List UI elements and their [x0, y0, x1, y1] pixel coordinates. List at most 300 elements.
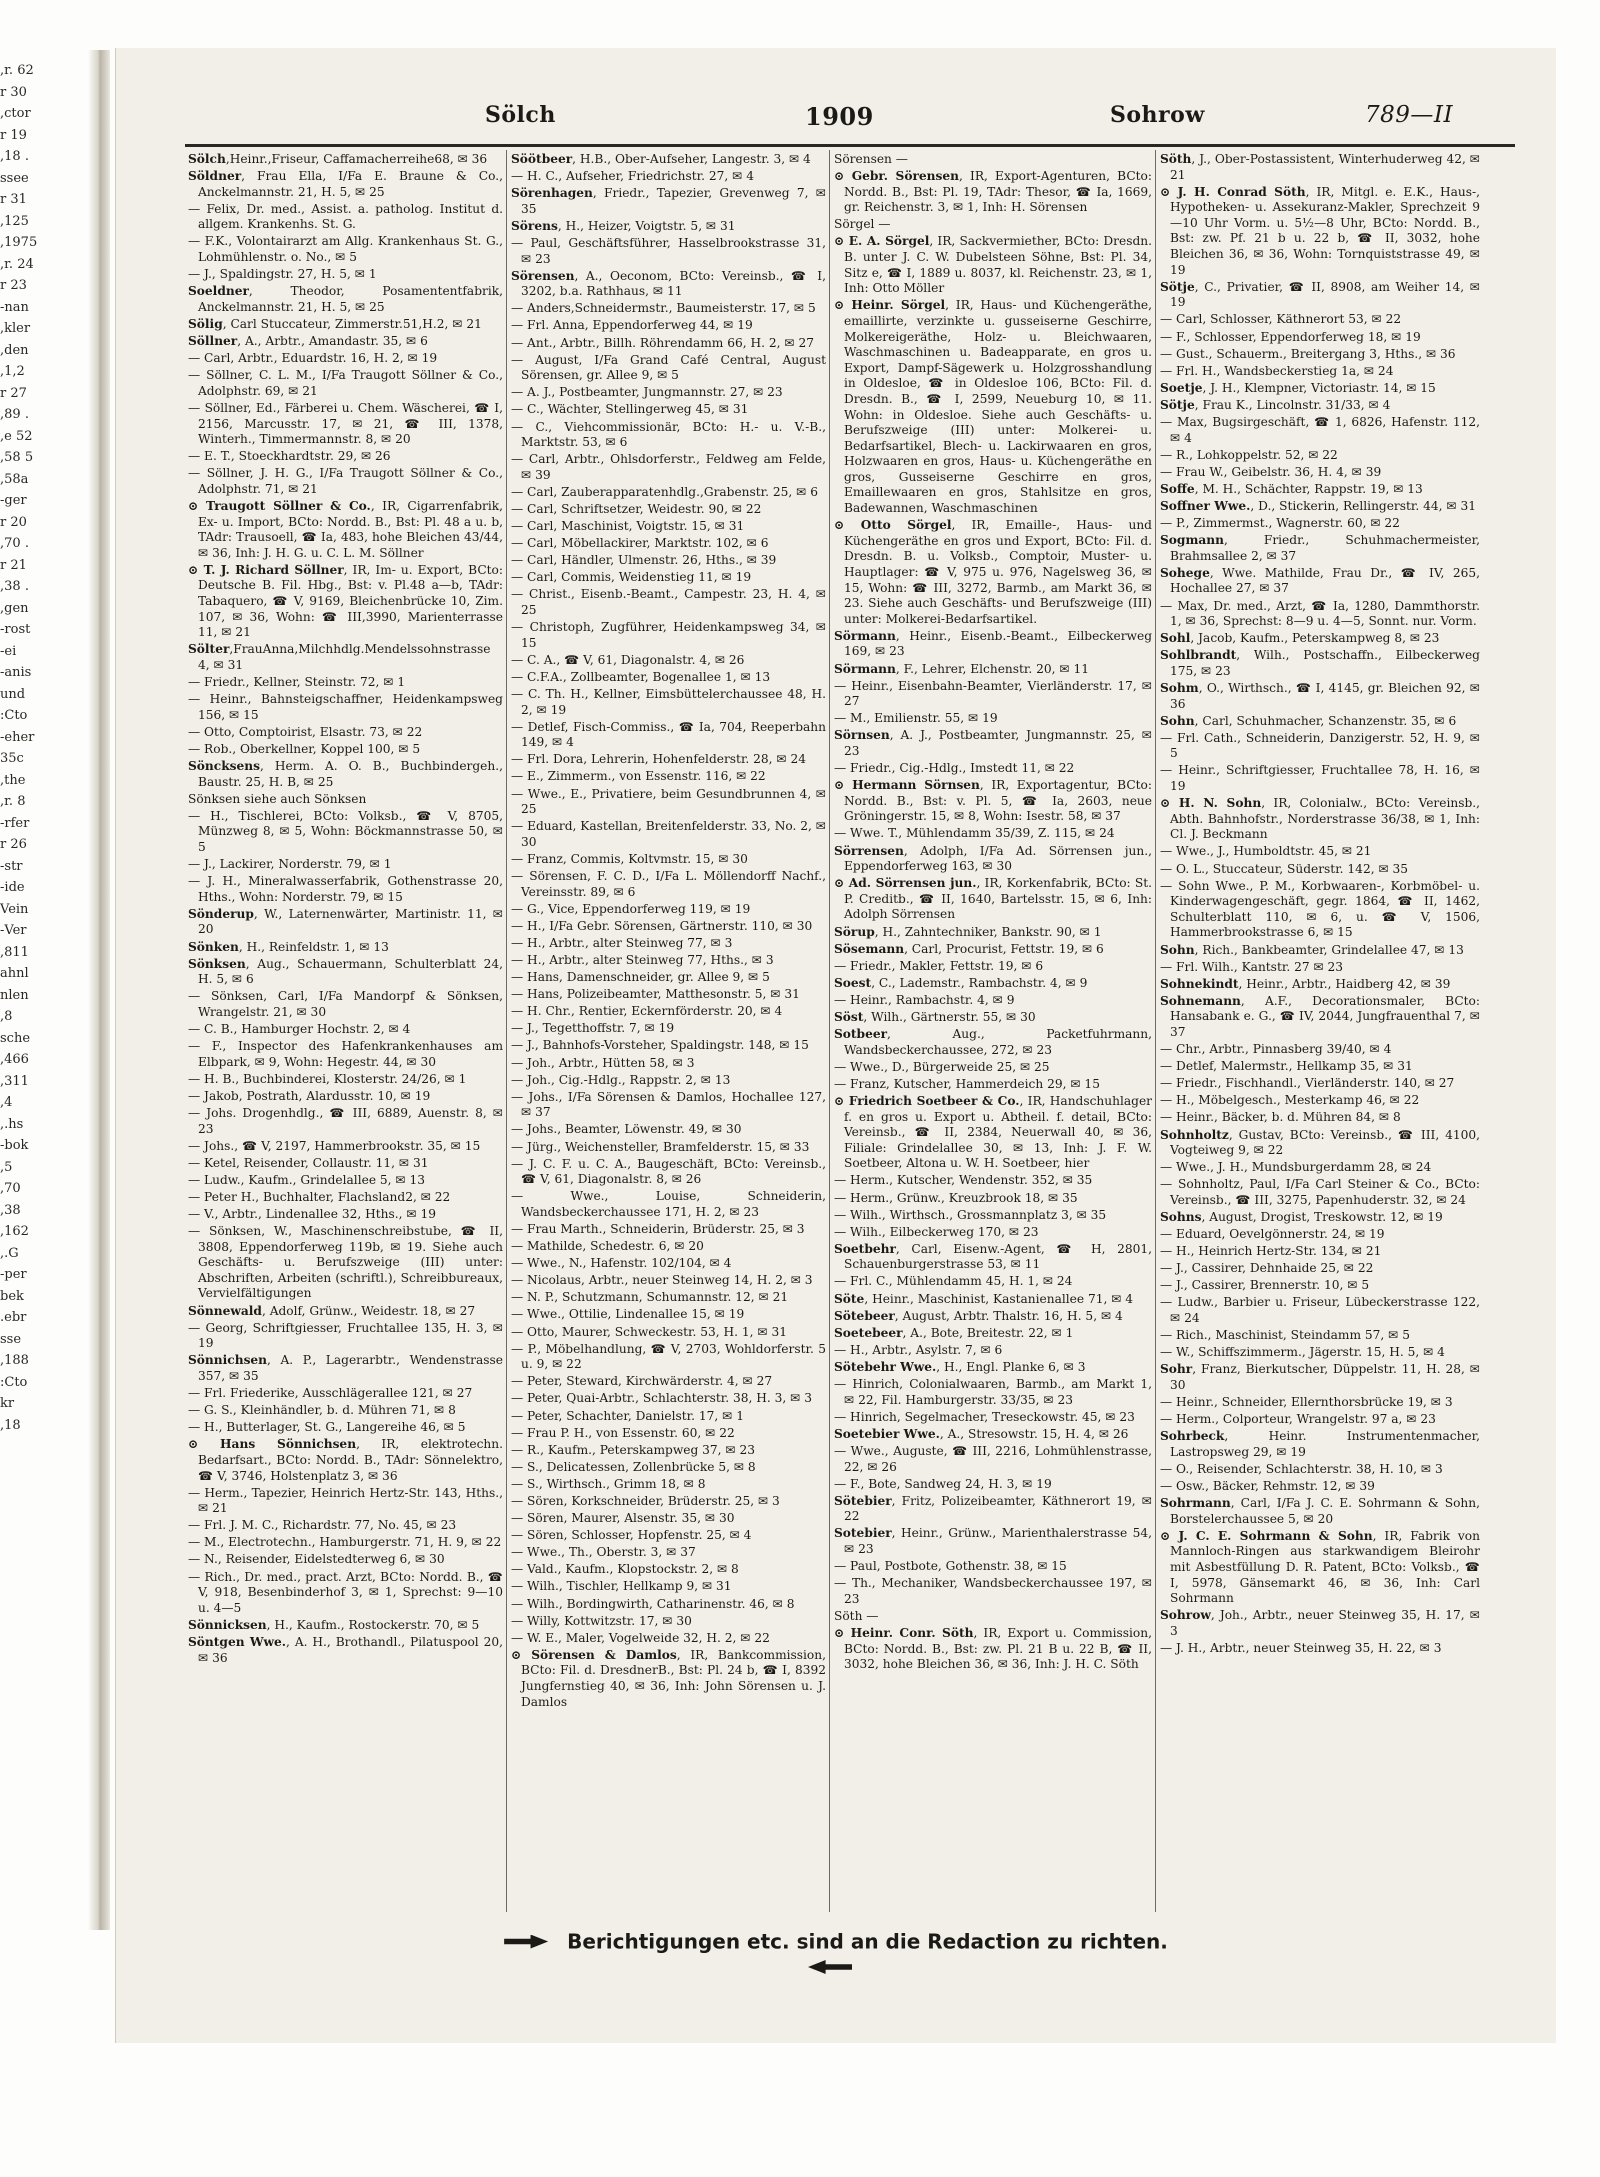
- directory-entry: — C. Th. H., Kellner, Eimsbüttelerchaussee 48, H. 2, ✉ 19: [511, 687, 826, 717]
- edge-fragment: str-: [0, 858, 23, 874]
- edge-fragment: 38,: [0, 1202, 21, 1218]
- directory-entry: — Wilh., Bordingwirth, Catharinenstr. 46, ✉ 8: [511, 1596, 795, 1611]
- directory-entry: Sörnsen, A. J., Postbeamter, Jungmannstr. 25, ✉ 23: [834, 728, 1152, 758]
- directory-entry: — Heinr., Bäcker, b. d. Mühren 84, ✉ 8: [1160, 1110, 1401, 1125]
- directory-entry: — Sohnholtz, Paul, I/Fa Carl Steiner & Co., BCto: Vereinsb., ☎ III, 3275, Papenhuderstr. 32, ✉ 24: [1160, 1177, 1480, 1207]
- edge-fragment: . 89,: [0, 407, 29, 422]
- directory-entry: — Frl. H., Wandsbeckerstieg 1a, ✉ 24: [1160, 363, 1394, 378]
- directory-entry: — Carl, Schlosser, Käthnerort 53, ✉ 22: [1160, 312, 1402, 327]
- directory-entry: Sohm, O., Wirthsch., ☎ I, 4145, gr. Bleichen 92, ✉ 36: [1160, 681, 1480, 711]
- edge-fragment: bek: [0, 1288, 24, 1304]
- directory-entry: — Anders,Schneidermstr., Baumeisterstr. 17, ✉ 5: [511, 301, 816, 316]
- header-last-name: Sohrow: [1110, 102, 1205, 128]
- book-gutter: [88, 50, 110, 1930]
- header-year: 1909: [805, 102, 874, 131]
- directory-entry: — Vald., Kaufm., Klopstockstr. 2, ✉ 8: [511, 1562, 739, 1577]
- directory-entry: Sönnichsen, A. P., Lagerarbtr., Wendenstrasse 357, ✉ 35: [188, 1353, 503, 1383]
- directory-entry: Sötje, Frau K., Lincolnstr. 31/33, ✉ 4: [1160, 397, 1391, 412]
- edge-fragment: Cto:: [0, 1374, 28, 1390]
- directory-entry: — Franz, Kutscher, Hammerdeich 29, ✉ 15: [834, 1076, 1100, 1091]
- directory-column-2: [511, 152, 826, 1912]
- directory-entry: Sotebier, Heinr., Grünw., Marienthalerstrasse 54, ✉ 23: [834, 1526, 1152, 1556]
- directory-entry: Sohrow, Joh., Arbtr., neuer Steinweg 35, H. 17, ✉ 3: [1160, 1608, 1480, 1638]
- directory-entry: — H. B., Buchbinderei, Klosterstr. 24/26, ✉ 1: [188, 1071, 467, 1086]
- directory-entry: — Carl, Zauberapparatenhdlg.,Grabenstr. 25, ✉ 6: [511, 484, 819, 499]
- directory-entry: — Wwe. T., Mühlendamm 35/39, Z. 115, ✉ 24: [834, 826, 1115, 841]
- directory-entry: — J., Cassirer, Brennerstr. 10, ✉ 5: [1160, 1278, 1370, 1293]
- directory-entry: Sötebehr Wwe., H., Engl. Planke 6, ✉ 3: [834, 1359, 1086, 1374]
- directory-entry: Sohlbrandt, Wilh., Postschaffn., Eilbeckerweg 175, ✉ 23: [1160, 648, 1480, 678]
- directory-entry: Sörup, H., Zahntechniker, Bankstr. 90, ✉ 1: [834, 924, 1102, 939]
- edge-fragment: r 31: [0, 192, 27, 207]
- directory-entry: — Franz, Commis, Koltvmstr. 15, ✉ 30: [511, 851, 748, 866]
- directory-entry: — Friedr., Cig.-Hdlg., Imstedt 11, ✉ 22: [834, 761, 1075, 776]
- directory-entry: — Carl, Arbtr., Ohlsdorferstr., Feldweg am Felde, ✉ 39: [511, 452, 826, 482]
- edge-fragment: Ver-: [0, 923, 27, 938]
- edge-fragment: . 18,: [0, 149, 29, 164]
- directory-entry: — J., Tegetthoffstr. 7, ✉ 19: [511, 1021, 675, 1036]
- edge-fragment: r 23: [0, 278, 27, 293]
- edge-fragment: r 19: [0, 127, 27, 143]
- directory-entry: — Frl. Wilh., Kantstr. 27 ✉ 23: [1160, 959, 1344, 974]
- directory-entry: — Hinrich, Colonialwaaren, Barmb., am Markt 1, ✉ 22, Fil. Hamburgerstr. 33/35, ✉ 23: [834, 1377, 1152, 1407]
- directory-entry: — S., Wirthsch., Grimm 18, ✉ 8: [511, 1476, 706, 1491]
- directory-entry: — Joh., Arbtr., Hütten 58, ✉ 3: [511, 1055, 695, 1070]
- edge-fragment: sche: [0, 1030, 31, 1046]
- directory-entry: — O., Reisender, Schlachterstr. 38, H. 10, ✉ 3: [1160, 1461, 1443, 1476]
- directory-entry: — August, I/Fa Grand Café Central, August Sörensen, gr. Allee 9, ✉ 5: [511, 352, 826, 383]
- directory-entry: — C. B., Hamburger Hochstr. 2, ✉ 4: [188, 1021, 411, 1036]
- directory-entry: — F., Schlosser, Eppendorferweg 18, ✉ 19: [1160, 329, 1421, 344]
- directory-entry: Sohege, Wwe. Mathilde, Frau Dr., ☎ IV, 265, Hochallee 27, ✉ 37: [1160, 565, 1480, 596]
- directory-entry: ⊙ J. H. Conrad Söth, IR, Mitgl. e. E.K., Haus-, Hypotheken- u. Assekuranz-Makler, Sprechzeit 9—10 Uhr Vorm. u. 5½—8 Uhr, BCto: Nordd. B., Bst: zw. Pf. 21 b u. 22 b, ☎ II, 3032, hohe Bleichen 36, ✉ 36, Wohn: Tornquiststrasse 49, ✉ 19: [1160, 184, 1480, 277]
- directory-entry: — Wwe., Auguste, ☎ III, 2216, Lohmühlenstrasse, 22, ✉ 26: [834, 1443, 1152, 1474]
- directory-entry: Söllner, A., Arbtr., Amandastr. 35, ✉ 6: [188, 334, 428, 349]
- directory-entry: Sölig, Carl Stuccateur, Zimmerstr.51,H.2, ✉ 21: [188, 316, 482, 331]
- directory-entry: Sölter,FrauAnna,Milchhdlg.Mendelssohnstrasse 4, ✉ 31: [188, 642, 491, 672]
- edge-fragment: sse: [0, 1331, 22, 1347]
- edge-fragment: ctor,: [0, 106, 31, 121]
- directory-entry: Sohn, Rich., Bankbeamter, Grindelallee 47, ✉ 13: [1160, 942, 1464, 957]
- directory-entry: Sörensen, A., Oeconom, BCto: Vereinsb., ☎ I, 3202, b.a. Rathhaus, ✉ 11: [511, 268, 826, 299]
- directory-entry: — H. Chr., Rentier, Eckernförderstr. 20, ✉ 4: [511, 1004, 783, 1019]
- directory-entry: — Chr., Arbtr., Pinnasberg 39/40, ✉ 4: [1160, 1042, 1392, 1057]
- page-header: [185, 96, 1515, 136]
- directory-entry: Sölch,Heinr.,Friseur, Caffamacherreihe68, ✉ 36: [188, 152, 488, 166]
- pointing-hand-icon: [808, 1960, 852, 1974]
- directory-entry: ⊙ H. N. Sohn, IR, Colonialw., BCto: Vereinsb., Abth. Bahnhofstr., Norderstrasse 36/38, ✉ 1, Inh: Cl. J. Beckmann: [1160, 796, 1480, 842]
- edge-fragment: e 52,: [0, 428, 33, 444]
- directory-entry: — P., Zimmermst., Wagnerstr. 60, ✉ 22: [1160, 516, 1400, 531]
- directory-entry: — M., Electrotechn., Hamburgerstr. 71, H. 9, ✉ 22: [188, 1535, 502, 1550]
- directory-entry: Soetebeer, A., Bote, Breitestr. 22, ✉ 1: [834, 1325, 1074, 1340]
- directory-entry: Sohr, Franz, Bierkutscher, Düppelstr. 11, H. 28, ✉ 30: [1160, 1362, 1480, 1392]
- directory-entry: Sohrbeck, Heinr. Instrumentenmacher, Lastropsweg 29, ✉ 19: [1160, 1429, 1480, 1459]
- edge-fragment: r. 62,: [0, 63, 34, 78]
- directory-entry: — Herm., Kutscher, Wendenstr. 352, ✉ 35: [834, 1173, 1093, 1188]
- directory-entry: Söst, Wilh., Gärtnerstr. 55, ✉ 30: [834, 1009, 1036, 1024]
- directory-entry: — Wwe., D., Bürgerweide 25, ✉ 25: [834, 1059, 1050, 1074]
- edge-fragment: ahnl: [0, 966, 29, 981]
- directory-entry: — Otto, Comptoirist, Elsastr. 73, ✉ 22: [188, 724, 423, 739]
- directory-entry: Soffner Wwe., D., Stickerin, Rellingerstr. 44, ✉ 31: [1160, 498, 1476, 513]
- directory-entry: ⊙ E. A. Sörgel, IR, Sackvermiether, BCto: Dresdn. B. unter J. C. W. Dubelsteen Söhne, Bst: Pl. 34, Sitz e, ☎ I, 1889 u. 8037, kl. Reichenstr. 23, ✉ 1, Inh: Otto Möller: [834, 234, 1152, 296]
- edge-fragment: Vein: [0, 901, 29, 917]
- edge-fragment: Cto:: [0, 708, 28, 723]
- directory-entry: Soffe, M. H., Schächter, Rappstr. 19, ✉ 13: [1160, 481, 1423, 496]
- directory-entry: — H., Arbtr., Asylstr. 7, ✉ 6: [834, 1342, 1003, 1357]
- directory-entry: — Friedr., Makler, Fettstr. 19, ✉ 6: [834, 958, 1044, 973]
- directory-entry: — H. C., Aufseher, Friedrichstr. 27, ✉ 4: [511, 169, 754, 184]
- directory-entry: — Söllner, Ed., Färberei u. Chem. Wäscherei, ☎ I, 2156, Marcusstr. 17, ✉ 21, ☎ III, 1378, Winterh., Timmermannstr. 8, ✉ 20: [188, 400, 503, 447]
- directory-entry: — M., Emilienstr. 55, ✉ 19: [834, 711, 998, 726]
- edge-fragment: 8,: [0, 1009, 13, 1024]
- directory-entry: Sönksen, Aug., Schauermann, Schulterblatt 24, H. 5, ✉ 6: [188, 956, 503, 987]
- header-rule: [185, 144, 1515, 147]
- directory-entry: ⊙ Gebr. Sörensen, IR, Export-Agenturen, BCto: Nordd. B., Bst: Pl. 19, TAdr: Thesor, ☎ Ia, 1669, gr. Reichenstr. 3, ✉ 1, Inh: H. Sörensen: [834, 169, 1152, 215]
- edge-fragment: 35c: [0, 751, 24, 766]
- directory-entry: — Heinr., Rambachstr. 4, ✉ 9: [834, 992, 1015, 1007]
- edge-fragment: ssee: [0, 170, 29, 186]
- directory-entry: — Detlef, Fisch-Commiss., ☎ Ia, 704, Reeperbahn 149, ✉ 4: [511, 719, 826, 750]
- footer-notice: [470, 1928, 1190, 1964]
- directory-entry: — Johs., I/Fa Sörensen & Damlos, Hochallee 127, ✉ 37: [511, 1089, 826, 1120]
- directory-entry: — Christoph, Zugführer, Heidenkampsweg 34, ✉ 15: [511, 620, 826, 650]
- edge-fragment: r 21: [0, 557, 27, 573]
- edge-fragment: 1975,: [0, 235, 38, 250]
- directory-entry: — C. A., ☎ V, 61, Diagonalstr. 4, ✉ 26: [511, 652, 745, 667]
- directory-entry: — J., Lackirer, Norderstr. 79, ✉ 1: [188, 857, 392, 872]
- edge-fragment: und: [0, 686, 26, 702]
- directory-entry: ⊙ Friedrich Soetbeer & Co., IR, Handschuhlager f. en gros u. Export u. Abtheil. f. detail, BCto: Vereinsb., ☎ II, 2384, Neuerwall 40, ✉ 36, Filiale: Grindelallee 30, ✉ 13, Inh: J. F. W. Soetbeer, Altona u. W. H. Soetbeer, hier: [834, 1093, 1152, 1171]
- directory-entry: — J., Cassirer, Dehnhaide 25, ✉ 22: [1160, 1261, 1374, 1276]
- directory-entry: — R., Kaufm., Peterskampweg 37, ✉ 23: [511, 1442, 756, 1457]
- directory-entry: — Hans, Damenschneider, gr. Allee 9, ✉ 5: [511, 970, 770, 985]
- directory-entry: — Carl, Commis, Weidenstieg 11, ✉ 19: [511, 570, 752, 585]
- directory-entry: Sohnholtz, Gustav, BCto: Vereinsb., ☎ III, 4100, Vogteiweg 9, ✉ 22: [1160, 1127, 1480, 1158]
- directory-entry: Sötje, C., Privatier, ☎ II, 8908, am Weiher 14, ✉ 19: [1160, 279, 1480, 310]
- edge-fragment: 70,: [0, 1181, 21, 1196]
- column-divider: [1155, 150, 1156, 1912]
- directory-entry: — H., Arbtr., alter Steinweg 77, ✉ 3: [511, 935, 733, 950]
- directory-entry: Soetbehr, Carl, Eisenw.-Agent, ☎ H, 2801, Schauenburgerstrasse 53, ✉ 11: [834, 1241, 1152, 1272]
- directory-entry: Söth, J., Ober-Postassistent, Winterhuderweg 42, ✉ 21: [1160, 152, 1480, 182]
- directory-entry: — N. P., Schutzmann, Schumannstr. 12, ✉ 21: [511, 1290, 789, 1305]
- directory-entry: — Söllner, J. H. G., I/Fa Traugott Söllner & Co., Adolphstr. 71, ✉ 21: [188, 466, 503, 496]
- directory-entry: Sohrmann, Carl, I/Fa J. C. E. Sohrmann & Sohn, Borstelerchaussee 5, ✉ 20: [1160, 1496, 1480, 1526]
- directory-entry: — G., Vice, Eppendorferweg 119, ✉ 19: [511, 901, 751, 916]
- directory-entry: — Wilh., Eilbeckerweg 170, ✉ 23: [834, 1224, 1039, 1239]
- directory-entry: — Sohn Wwe., P. M., Korbwaaren-, Korbmöbel- u. Kinderwagengeschäft, gegr. 1864, ☎ II, 1462, Schulterblatt 110, ✉ 6, u. ☎ V, 1506, Hammerbrookstrasse 6, ✉ 15: [1160, 878, 1480, 940]
- directory-entry: — Johs., Beamter, Löwenstr. 49, ✉ 30: [511, 1122, 742, 1137]
- directory-entry: — Wwe., Ottilie, Lindenallee 15, ✉ 19: [511, 1307, 745, 1322]
- edge-fragment: 5 58,: [0, 450, 34, 465]
- directory-entry: — W., Schiffszimmerm., Jägerstr. 15, H. 5, ✉ 4: [1160, 1345, 1445, 1360]
- directory-entry: — Johs., ☎ V, 2197, Hammerbrookstr. 35, ✉ 15: [188, 1138, 481, 1153]
- directory-column-1: [188, 152, 503, 1912]
- directory-entry: — Paul, Geschäftsführer, Hasselbrookstrasse 31, ✉ 23: [511, 235, 826, 266]
- edge-fragment: 1,2,: [0, 364, 25, 379]
- directory-entry: — C., Wächter, Stellingerweg 45, ✉ 31: [511, 402, 749, 417]
- directory-entry: — H., Arbtr., alter Steinweg 77, Hths., ✉ 3: [511, 953, 774, 967]
- edge-fragment: 162,: [0, 1224, 29, 1239]
- directory-entry: — Ludw., Barbier u. Friseur, Lübeckerstrasse 122, ✉ 24: [1160, 1295, 1480, 1326]
- directory-entry: — Ketel, Reisender, Collaustr. 11, ✉ 31: [188, 1155, 429, 1170]
- directory-entry: ⊙ Hermann Sörnsen, IR, Exportagentur, BCto: Nordd. B., Bst: v. Pl. 5, ☎ Ia, 2603, neue Gröningerstr. 15, ✉ 8, Wohn: Isestr. 58, ✉ 37: [834, 778, 1152, 824]
- directory-entry: — Sönksen, W., Maschinenschreibstube, ☎ II, 3808, Eppendorferweg 119b, ✉ 19. Siehe auch Geschäfts- u. Berufszweige (III) unter: Abschriften, Arbeiten (schriftl.), Schreibbureaux, Vervielfältigungen: [188, 1224, 503, 1301]
- edge-fragment: r 27: [0, 385, 27, 401]
- directory-entry: — Rich., Maschinist, Steindamm 57, ✉ 5: [1160, 1328, 1411, 1343]
- edge-fragment: per-: [0, 1267, 27, 1282]
- edge-fragment: gen,: [0, 600, 29, 616]
- directory-entry: — Max, Bugsirgeschäft, ☎ 1, 6826, Hafenstr. 112, ✉ 4: [1160, 415, 1480, 445]
- directory-entry: — Sören, Korkschneider, Brüderstr. 25, ✉ 3: [511, 1494, 780, 1508]
- directory-entry: Söntgen Wwe., A. H., Brothandl., Pilatuspool 20, ✉ 36: [188, 1634, 503, 1665]
- directory-entry: Sörmann, Heinr., Eisenb.-Beamt., Eilbeckerweg 169, ✉ 23: [834, 628, 1152, 659]
- directory-entry: — Peter, Quai-Arbtr., Schlachterstr. 38, H. 3, ✉ 3: [511, 1391, 812, 1406]
- directory-entry: — Carl, Arbtr., Eduardstr. 16, H. 2, ✉ 19: [188, 351, 438, 366]
- edge-fragment: rost-: [0, 622, 31, 637]
- directory-entry: Sönksen siehe auch Sönksen: [188, 791, 367, 806]
- directory-entry: — Peter, Steward, Kirchwärderstr. 4, ✉ 27: [511, 1374, 773, 1389]
- edge-fragment: eher-: [0, 729, 35, 745]
- directory-entry: — Eduard, Oevelgönnerstr. 24, ✉ 19: [1160, 1227, 1385, 1242]
- directory-entry: — Frl. Dora, Lehrerin, Hohenfelderstr. 28, ✉ 24: [511, 752, 807, 767]
- directory-entry: ⊙ T. J. Richard Söllner, IR, Im- u. Export, BCto: Deutsche B. Fil. Hbg., Bst: v. Pl.48 a—b, TAdr: Tabaquero, ☎ V, 9169, Bleichenbrücke 10, Zim. 107, ✉ 36, Wohn: ☎ III,3990, Marienterrasse 11, ✉ 21: [188, 562, 503, 640]
- directory-entry: Soest, C., Lademstr., Rambachstr. 4, ✉ 9: [834, 975, 1088, 990]
- column-divider: [506, 150, 507, 1912]
- directory-entry: Soeldner, Theodor, Posamententfabrik, Anckelmannstr. 21, H. 5, ✉ 25: [188, 284, 503, 314]
- directory-entry: — Georg, Schriftgiesser, Fruchtallee 135, H. 3, ✉ 19: [188, 1320, 503, 1351]
- directory-entry: — Herm., Colporteur, Wrangelstr. 97 a, ✉ 23: [1160, 1412, 1436, 1427]
- directory-entry: Sotbeer, Aug., Packetfuhrmann, Wandsbeckerchaussee, 272, ✉ 23: [834, 1027, 1152, 1057]
- directory-entry: — W. E., Maler, Vogelweide 32, H. 2, ✉ 22: [511, 1630, 770, 1645]
- edge-fragment: 18,: [0, 1417, 21, 1433]
- column-divider: [829, 150, 830, 1912]
- edge-fragment: r. 24,: [0, 256, 34, 272]
- directory-entry: — Heinr., Eisenbahn-Beamter, Vierländerstr. 17, ✉ 27: [834, 678, 1152, 709]
- directory-entry: Sohnemann, A.F., Decorationsmaler, BCto: Hansabank e. G., ☎ IV, 2044, Jungfrauenthal 7, ✉ 37: [1160, 993, 1480, 1039]
- directory-entry: — Söllner, C. L. M., I/Fa Traugott Söllner & Co., Adolphstr. 69, ✉ 21: [188, 368, 503, 398]
- directory-entry: — Wwe., J. H., Mundsburgerdamm 28, ✉ 24: [1160, 1160, 1432, 1175]
- directory-entry: — Frau W., Geibelstr. 36, H. 4, ✉ 39: [1160, 464, 1382, 479]
- edge-fragment: 188,: [0, 1353, 29, 1368]
- directory-entry: — Peter H., Buchhalter, Flachsland2, ✉ 22: [188, 1189, 451, 1204]
- edge-fragment: den,: [0, 342, 29, 358]
- directory-entry: — Carl, Möbellackirer, Marktstr. 102, ✉ 6: [511, 536, 769, 551]
- directory-entry: — Wilh., Wirthsch., Grossmannplatz 3, ✉ 35: [834, 1207, 1107, 1222]
- directory-entry: — Herm., Tapezier, Heinrich Hertz-Str. 143, Hths., ✉ 21: [188, 1485, 503, 1516]
- directory-entry: Sötebier, Fritz, Polizeibeamter, Käthnerort 19, ✉ 22: [834, 1493, 1152, 1524]
- edge-fragment: nlen: [0, 987, 29, 1003]
- edge-fragment: 4,: [0, 1095, 13, 1110]
- directory-entry: — Carl, Maschinist, Voigtstr. 15, ✉ 31: [511, 519, 745, 534]
- directory-entry: ⊙ Sörensen & Damlos, IR, Bankcommission, BCto: Fil. d. DresdnerB., Bst: Pl. 24 b, ☎ I, 8392 Jungfernstieg 40, ✉ 36, Inh: John Sörensen u. J. Damlos: [511, 1647, 826, 1709]
- directory-entry: — Johs. Drogenhdlg., ☎ III, 6889, Auenstr. 8, ✉ 23: [188, 1105, 503, 1136]
- directory-column-4: [1160, 152, 1480, 1912]
- edge-fragment: r 30: [0, 84, 27, 100]
- edge-fragment: . 70,: [0, 536, 29, 551]
- directory-entry: — A. J., Postbeamter, Jungmannstr. 27, ✉ 23: [511, 385, 783, 400]
- directory-entry: Sörmann, F., Lehrer, Elchenstr. 20, ✉ 11: [834, 661, 1089, 676]
- directory-entry: — P., Möbelhandlung, ☎ V, 2703, Wohldorferstr. 5 u. 9, ✉ 22: [511, 1341, 826, 1372]
- directory-entry: — Jakob, Postrath, Alardusstr. 10, ✉ 19: [188, 1088, 431, 1103]
- directory-entry: ⊙ Heinr. Conr. Söth, IR, Export u. Commission, BCto: Nordd. B., Bst: zw. Pl. 21 B u. 22 B, ☎ II, 3032, hohe Bleichen 36, ✉ 36, Inh: J. H. C. Söth: [834, 1625, 1152, 1672]
- directory-entry: — Friedr., Fischhandl., Vierländerstr. 140, ✉ 27: [1160, 1076, 1455, 1091]
- footer-text: Berichtigungen etc. sind an die Redaction zu richten.: [567, 1929, 1168, 1954]
- directory-entry: — J. H., Mineralwasserfabrik, Gothenstrasse 20, Hths., Wohn: Norderstr. 79, ✉ 15: [188, 874, 503, 904]
- directory-entry: ⊙ J. C. E. Sohrmann & Sohn, IR, Fabrik von Mannloch-Ringen aus starkwandigem Bleirohr mit Asbestfüllung D. R. Patent, BCto: Volksb., ☎ I, 5978, Gänsemarkt 46, ✉ 36, Inh: Carl Sohrmann: [1160, 1528, 1480, 1606]
- directory-entry: — Friedr., Kellner, Steinstr. 72, ✉ 1: [188, 675, 406, 689]
- directory-entry: — H., Heinrich Hertz-Str. 134, ✉ 21: [1160, 1244, 1382, 1259]
- directory-entry: — Wwe., E., Privatiere, beim Gesundbrunnen 4, ✉ 25: [511, 786, 826, 817]
- edge-fragment: . 38,: [0, 579, 29, 594]
- directory-entry: — E. T., Stoeckhardtstr. 29, ✉ 26: [188, 449, 391, 464]
- edge-fragment: kler,: [0, 321, 31, 336]
- directory-entry: — Heinr., Bahnsteigschaffner, Heidenkampsweg 156, ✉ 15: [188, 692, 503, 722]
- directory-entry: ⊙ Otto Sörgel, IR, Emaille-, Haus- und Küchengeräthe en gros und Export, BCto: Fil. d. Dresdn. B. u. Volksb., Comptoir, Muster- u. Hauptlager: ☎ V, 975 u. 976, Nagelsweg 36, ✉ 15, Wohn: ☎ III, 3272, Barmb., am Markt 36, ✉ 23. Siehe auch Geschäfts- und Berufszweige (III) unter: Molkerei-Bedarfsartikel.: [834, 518, 1152, 626]
- directory-entry: ⊙ Traugott Söllner & Co., IR, Cigarrenfabrik, Ex- u. Import, BCto: Nordd. B., Bst: Pl. 48 a u. b, TAdr: Trausoell, ☎ Ia, 483, hohe Bleichen 43/44, ✉ 36, Inh: J. H. G. u. C. L. M. Söllner: [188, 498, 503, 560]
- edge-fragment: 466,: [0, 1052, 29, 1067]
- edge-fragment: ei-: [0, 643, 17, 659]
- directory-entry: — Willy, Kottwitzstr. 17, ✉ 30: [511, 1613, 692, 1628]
- edge-fragment: anis-: [0, 665, 32, 680]
- directory-entry: — Max, Dr. med., Arzt, ☎ Ia, 1280, Dammthorstr. 1, ✉ 36, Sprechst: 8—9 u. 4—5, Sonnt. nur. Vorm.: [1160, 598, 1480, 629]
- directory-entry: — Gust., Schauerm., Breitergang 3, Hths., ✉ 36: [1160, 346, 1456, 361]
- directory-entry: — H., I/Fa Gebr. Sörensen, Gärtnerstr. 110, ✉ 30: [511, 918, 813, 933]
- pointing-hand-icon: [504, 1935, 548, 1949]
- directory-entry: — Jürg., Weichensteller, Bramfelderstr. 15, ✉ 33: [511, 1139, 810, 1154]
- directory-entry: — R., Lohkoppelstr. 52, ✉ 22: [1160, 447, 1338, 462]
- edge-fragment: 58a,: [0, 471, 29, 487]
- directory-entry: Sogmann, Friedr., Schuhmachermeister, Brahmsallee 2, ✉ 37: [1160, 533, 1480, 563]
- directory-entry: — F., Bote, Sandweg 24, H. 3, ✉ 19: [834, 1476, 1052, 1491]
- edge-fragment: 125,: [0, 213, 29, 229]
- edge-fragment: ebr.: [0, 1310, 27, 1325]
- directory-entry: — Peter, Schachter, Danielstr. 17, ✉ 1: [511, 1408, 744, 1423]
- directory-entry: — Hans, Polizeibeamter, Matthesonstr. 5, ✉ 31: [511, 987, 800, 1002]
- directory-entry: — Ant., Arbtr., Billh. Röhrendamm 66, H. 2, ✉ 27: [511, 335, 814, 350]
- directory-entry: — H., Tischlerei, BCto: Volksb., ☎ V, 8705, Münzweg 8, ✉ 5, Wohn: Böckmannstrasse 50, ✉ 5: [188, 808, 503, 854]
- directory-entry: Sörensen —: [834, 152, 908, 166]
- directory-entry: ⊙ Heinr. Sörgel, IR, Haus- und Küchengeräthe, emaillirte, verzinkte u. gusseiserne Geschirre, Molkereigeräthe, Holz- u. Bleichwaaren, Waschmaschinen u. Badeapparate, en gros u. Export, Dampf-Sägewerk u. Holzgrosshandlung in Oldesloe, ☎ in Oldesloe 106, BCto: Fil. d. Dresdn. B., ☎ I, 2599, Neueburg 10, ✉ 11. Wohn: in Oldesloe. Siehe auch Geschäfts- u. Berufszweige (III) unter: Molkerei- u. Bedarfsartikel, Blech- u. Lackirwaaren en gros, Holzwaaren en gros, Haus- u. Küchengeräthe en gros, Gusseiserne Geschirre en gros, Emaillewaaren en gros, Stahlsitze en gros, Badewannen, Waschmaschinen: [834, 298, 1152, 516]
- directory-entry: — Hinrich, Segelmacher, Treseckowstr. 45, ✉ 23: [834, 1409, 1135, 1424]
- directory-entry: — Joh., Cig.-Hdlg., Rappstr. 2, ✉ 13: [511, 1072, 731, 1087]
- directory-entry: — Rob., Oberkellner, Koppel 100, ✉ 5: [188, 741, 421, 756]
- directory-entry: — Carl, Schriftsetzer, Weidestr. 90, ✉ 22: [511, 501, 762, 516]
- directory-entry: Sönnewald, Adolf, Grünw., Weidestr. 18, ✉ 27: [188, 1303, 476, 1318]
- directory-entry: — Heinr., Schriftgiesser, Fruchtallee 78, H. 16, ✉ 19: [1160, 763, 1480, 794]
- directory-entry: — Herm., Grünw., Kreuzbrook 18, ✉ 35: [834, 1190, 1078, 1205]
- directory-entry: Sönderup, W., Laternenwärter, Martinistr. 11, ✉ 20: [188, 906, 503, 937]
- directory-entry: — J., Spaldingstr. 27, H. 5, ✉ 1: [188, 267, 377, 282]
- directory-entry: Sösemann, Carl, Procurist, Fettstr. 19, ✉ 6: [834, 941, 1104, 956]
- directory-entry: Söncksens, Herm. A. O. B., Buchbindergeh., Baustr. 25, H. B, ✉ 25: [188, 758, 503, 789]
- directory-entry: — Detlef, Malermstr., Hellkamp 35, ✉ 31: [1160, 1059, 1413, 1074]
- directory-entry: Sönnicksen, H., Kaufm., Rostockerstr. 70, ✉ 5: [188, 1617, 480, 1632]
- directory-entry: — N., Reisender, Eidelstedterweg 6, ✉ 30: [188, 1552, 445, 1567]
- directory-entry: — J., Bahnhofs-Vorsteher, Spaldingstr. 148, ✉ 15: [511, 1038, 809, 1053]
- edge-fragment: r 26: [0, 837, 27, 852]
- edge-fragment: the,: [0, 772, 26, 788]
- directory-entry: Sörrensen, Adolph, I/Fa Ad. Sörrensen jun., Eppendorferweg 163, ✉ 30: [834, 843, 1152, 874]
- directory-entry: Sohn, Carl, Schuhmacher, Schanzenstr. 35, ✉ 6: [1160, 713, 1457, 728]
- edge-fragment: hs.,: [0, 1116, 24, 1132]
- directory-entry: Söötbeer, H.B., Ober-Aufseher, Langestr. 3, ✉ 4: [511, 152, 811, 166]
- directory-entry: — Christ., Eisenb.-Beamt., Campestr. 23, H. 4, ✉ 25: [511, 587, 826, 618]
- directory-entry: — Wwe., Louise, Schneiderin, Wandsbeckerchaussee 171, H. 2, ✉ 23: [511, 1189, 826, 1219]
- directory-entry: — Frl. J. M. C., Richardstr. 77, No. 45, ✉ 23: [188, 1518, 457, 1533]
- directory-entry: ⊙ Hans Sönnichsen, IR, elektrotechn. Bedarfsart., BCto: Nordd. B., TAdr: Sönnelektro, ☎ V, 3746, Holstenplatz 3, ✉ 36: [188, 1437, 503, 1483]
- directory-entry: — Frl. Anna, Eppendorferweg 44, ✉ 19: [511, 318, 753, 333]
- header-first-name: Sölch: [485, 102, 556, 128]
- directory-entry: ⊙ Ad. Sörrensen jun., IR, Korkenfabrik, BCto: St. P. Creditb., ☎ II, 1640, Bartelsstr. 15, ✉ 6, Inh: Adolph Sörrensen: [834, 876, 1152, 922]
- edge-fragment: G.,: [0, 1245, 19, 1261]
- edge-fragment: r 20: [0, 514, 27, 530]
- directory-entry: — Sörensen, F. C. D., I/Fa L. Möllendorff Nachf., Vereinsstr. 89, ✉ 6: [511, 869, 826, 899]
- directory-entry: — Frl. Friederike, Ausschlägerallee 121, ✉ 27: [188, 1386, 473, 1401]
- directory-entry: — H., Butterlager, St. G., Langereihe 46, ✉ 5: [188, 1420, 466, 1435]
- directory-entry: — Wwe., Th., Oberstr. 3, ✉ 37: [511, 1545, 696, 1560]
- directory-entry: — Heinr., Schneider, Ellernthorsbrücke 19, ✉ 3: [1160, 1395, 1453, 1410]
- directory-entry: — G. S., Kleinhändler, b. d. Mühren 71, ✉ 8: [188, 1403, 456, 1418]
- directory-entry: — V., Arbtr., Lindenallee 32, Hths., ✉ 19: [188, 1207, 436, 1221]
- directory-entry: — Th., Mechaniker, Wandsbeckerchaussee 197, ✉ 23: [834, 1576, 1152, 1606]
- edge-fragment: r. 8,: [0, 794, 26, 809]
- directory-entry: Soetje, J. H., Klempner, Victoriastr. 14, ✉ 15: [1160, 380, 1436, 395]
- directory-entry: Sohns, August, Drogist, Treskowstr. 12, ✉ 19: [1160, 1210, 1443, 1224]
- directory-entry: — Sönksen, Carl, I/Fa Mandorpf & Sönksen, Wrangelstr. 21, ✉ 30: [188, 989, 503, 1019]
- directory-entry: — C., Viehcommissionär, BCto: H.- u. V.-B., Marktstr. 53, ✉ 6: [511, 419, 826, 450]
- directory-entry: Söldner, Frau Ella, I/Fa E. Braune & Co., Anckelmannstr. 21, H. 5, ✉ 25: [188, 169, 503, 199]
- directory-entry: — J. H., Arbtr., neuer Steinweg 35, H. 22, ✉ 3: [1160, 1640, 1442, 1655]
- directory-entry: — Felix, Dr. med., Assist. a. patholog. Institut d. allgem. Krankenhs. St. G.: [188, 201, 503, 232]
- directory-entry: — F.K., Volontairarzt am Allg. Krankenhaus St. G., Lohmühlenstr. o. No., ✉ 5: [188, 234, 503, 265]
- directory-entry: — Rich., Dr. med., pract. Arzt, BCto: Nordd. B., ☎ V, 918, Besenbinderhof 3, ✉ 1, Sprechst: 9—10 u. 4—5: [188, 1569, 503, 1615]
- directory-entry: — Carl, Händler, Ulmenstr. 26, Hths., ✉ 39: [511, 553, 777, 568]
- directory-entry: — S., Delicatessen, Zollenbrücke 5, ✉ 8: [511, 1459, 756, 1474]
- directory-entry: — Wilh., Tischler, Hellkamp 9, ✉ 31: [511, 1579, 732, 1594]
- directory-entry: Sohnekindt, Heinr., Arbtr., Haidberg 42, ✉ 39: [1160, 976, 1451, 991]
- directory-entry: — E., Zimmerm., von Essenstr. 116, ✉ 22: [511, 769, 766, 784]
- directory-entry: — Nicolaus, Arbtr., neuer Steinweg 14, H. 2, ✉ 3: [511, 1273, 813, 1288]
- directory-entry: Sötebeer, August, Arbtr. Thalstr. 16, H. 5, ✉ 4: [834, 1308, 1123, 1323]
- directory-entry: — F., Inspector des Hafenkrankenhauses am Elbpark, ✉ 9, Wohn: Hegestr. 44, ✉ 30: [188, 1039, 503, 1069]
- directory-entry: Söte, Heinr., Maschinist, Kastanienallee 71, ✉ 4: [834, 1291, 1134, 1306]
- directory-entry: Sörgel —: [834, 217, 891, 232]
- edge-fragment: 311,: [0, 1073, 29, 1089]
- edge-fragment: bok-: [0, 1138, 29, 1153]
- directory-entry: — Frl. Cath., Schneiderin, Danzigerstr. 52, H. 9, ✉ 5: [1160, 730, 1480, 761]
- directory-entry: Soetebier Wwe., A., Stresowstr. 15, H. 4, ✉ 26: [834, 1426, 1129, 1441]
- directory-entry: — Osw., Bäcker, Rehmstr. 12, ✉ 39: [1160, 1479, 1375, 1493]
- directory-entry: Sörenhagen, Friedr., Tapezier, Grevenweg 7, ✉ 35: [511, 186, 826, 216]
- directory-entry: — Frau Marth., Schneiderin, Brüderstr. 25, ✉ 3: [511, 1222, 805, 1236]
- directory-entry: — C.F.A., Zollbeamter, Bogenallee 1, ✉ 13: [511, 669, 771, 684]
- directory-entry: Sönken, H., Reinfeldstr. 1, ✉ 13: [188, 939, 389, 954]
- directory-entry: Sohl, Jacob, Kaufm., Peterskampweg 8, ✉ 23: [1160, 631, 1440, 646]
- directory-entry: — Otto, Maurer, Schweckestr. 53, H. 1, ✉ 31: [511, 1324, 788, 1339]
- directory-entry: — Wwe., J., Humboldtstr. 45, ✉ 21: [1160, 844, 1372, 859]
- directory-entry: — J. C. F. u. C. A., Baugeschäft, BCto: Vereinsb., ☎ V, 61, Diagonalstr. 8, ✉ 26: [511, 1156, 826, 1187]
- directory-entry: — Frl. C., Mühlendamm 45, H. 1, ✉ 24: [834, 1274, 1073, 1289]
- directory-entry: — Mathilde, Schedestr. 6, ✉ 20: [511, 1239, 704, 1254]
- edge-fragment: kr: [0, 1396, 15, 1411]
- directory-entry: — Frau P. H., von Essenstr. 60, ✉ 22: [511, 1425, 735, 1440]
- edge-fragment: 5,: [0, 1159, 13, 1175]
- directory-entry: — Paul, Postbote, Gothenstr. 38, ✉ 15: [834, 1559, 1067, 1574]
- page-number: 789—II: [1365, 102, 1454, 128]
